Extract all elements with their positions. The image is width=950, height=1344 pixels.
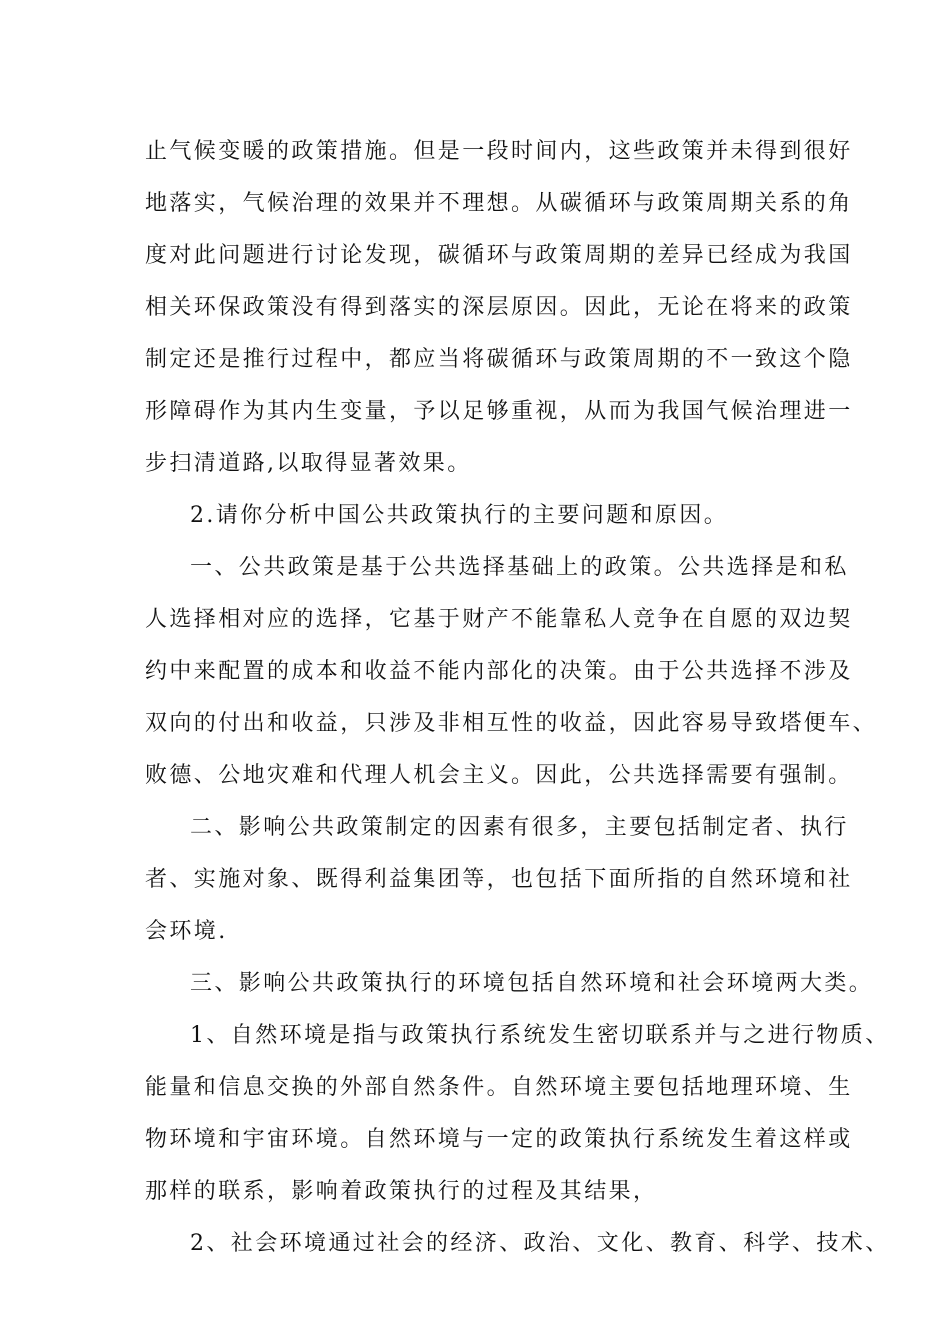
text-line: 止气候变暖的政策措施。但是一段时间内，这些政策并未得到很好 bbox=[145, 139, 853, 164]
text-line: 能量和信息交换的外部自然条件。自然环境主要包括地理环境、生 bbox=[145, 1075, 853, 1100]
text-line: 物环境和宇宙环境。自然环境与一定的政策执行系统发生着这样或 bbox=[145, 1127, 853, 1152]
text-line: 那样的联系，影响着政策执行的过程及其结果， bbox=[145, 1179, 658, 1204]
text-line: 者、实施对象、既得利益集团等，也包括下面所指的自然环境和社 bbox=[145, 867, 853, 892]
text-line: 二、影响公共政策制定的因素有很多，主要包括制定者、执行 bbox=[190, 815, 849, 840]
text-line: 一、公共政策是基于公共选择基础上的政策。公共选择是和私 bbox=[190, 555, 849, 580]
text-line: 制定还是推行过程中，都应当将碳循环与政策周期的不一致这个隐 bbox=[145, 347, 853, 372]
text-line: 三、影响公共政策执行的环境包括自然环境和社会环境两大类。 bbox=[190, 971, 874, 996]
text-line: 步扫清道路,以取得显著效果。 bbox=[145, 451, 472, 476]
text-line: 1、自然环境是指与政策执行系统发生密切联系并与之进行物质、 bbox=[190, 1023, 890, 1048]
text-line: 2、社会环境通过社会的经济、政治、文化、教育、科学、技术、 bbox=[190, 1231, 890, 1256]
text-line: 双向的付出和收益，只涉及非相互性的收益，因此容易导致塔便车、 bbox=[145, 711, 878, 736]
text-line: 地落实，气候治理的效果并不理想。从碳循环与政策周期关系的角 bbox=[145, 191, 853, 216]
text-line: 度对此问题进行讨论发现，碳循环与政策周期的差异已经成为我国 bbox=[145, 243, 853, 268]
text-line: 形障碍作为其内生变量，予以足够重视，从而为我国气候治理进一 bbox=[145, 399, 853, 424]
text-line: 人选择相对应的选择，它基于财产不能靠私人竞争在自愿的双边契 bbox=[145, 607, 853, 632]
text-line: 会环境. bbox=[145, 919, 228, 944]
text-line: 相关环保政策没有得到落实的深层原因。因此，无论在将来的政策 bbox=[145, 295, 853, 320]
text-line: 败德、公地灾难和代理人机会主义。因此，公共选择需要有强制。 bbox=[145, 763, 853, 788]
question-heading: 2.请你分析中国公共政策执行的主要问题和原因。 bbox=[190, 503, 729, 528]
text-line: 约中来配置的成本和收益不能内部化的决策。由于公共选择不涉及 bbox=[145, 659, 853, 684]
